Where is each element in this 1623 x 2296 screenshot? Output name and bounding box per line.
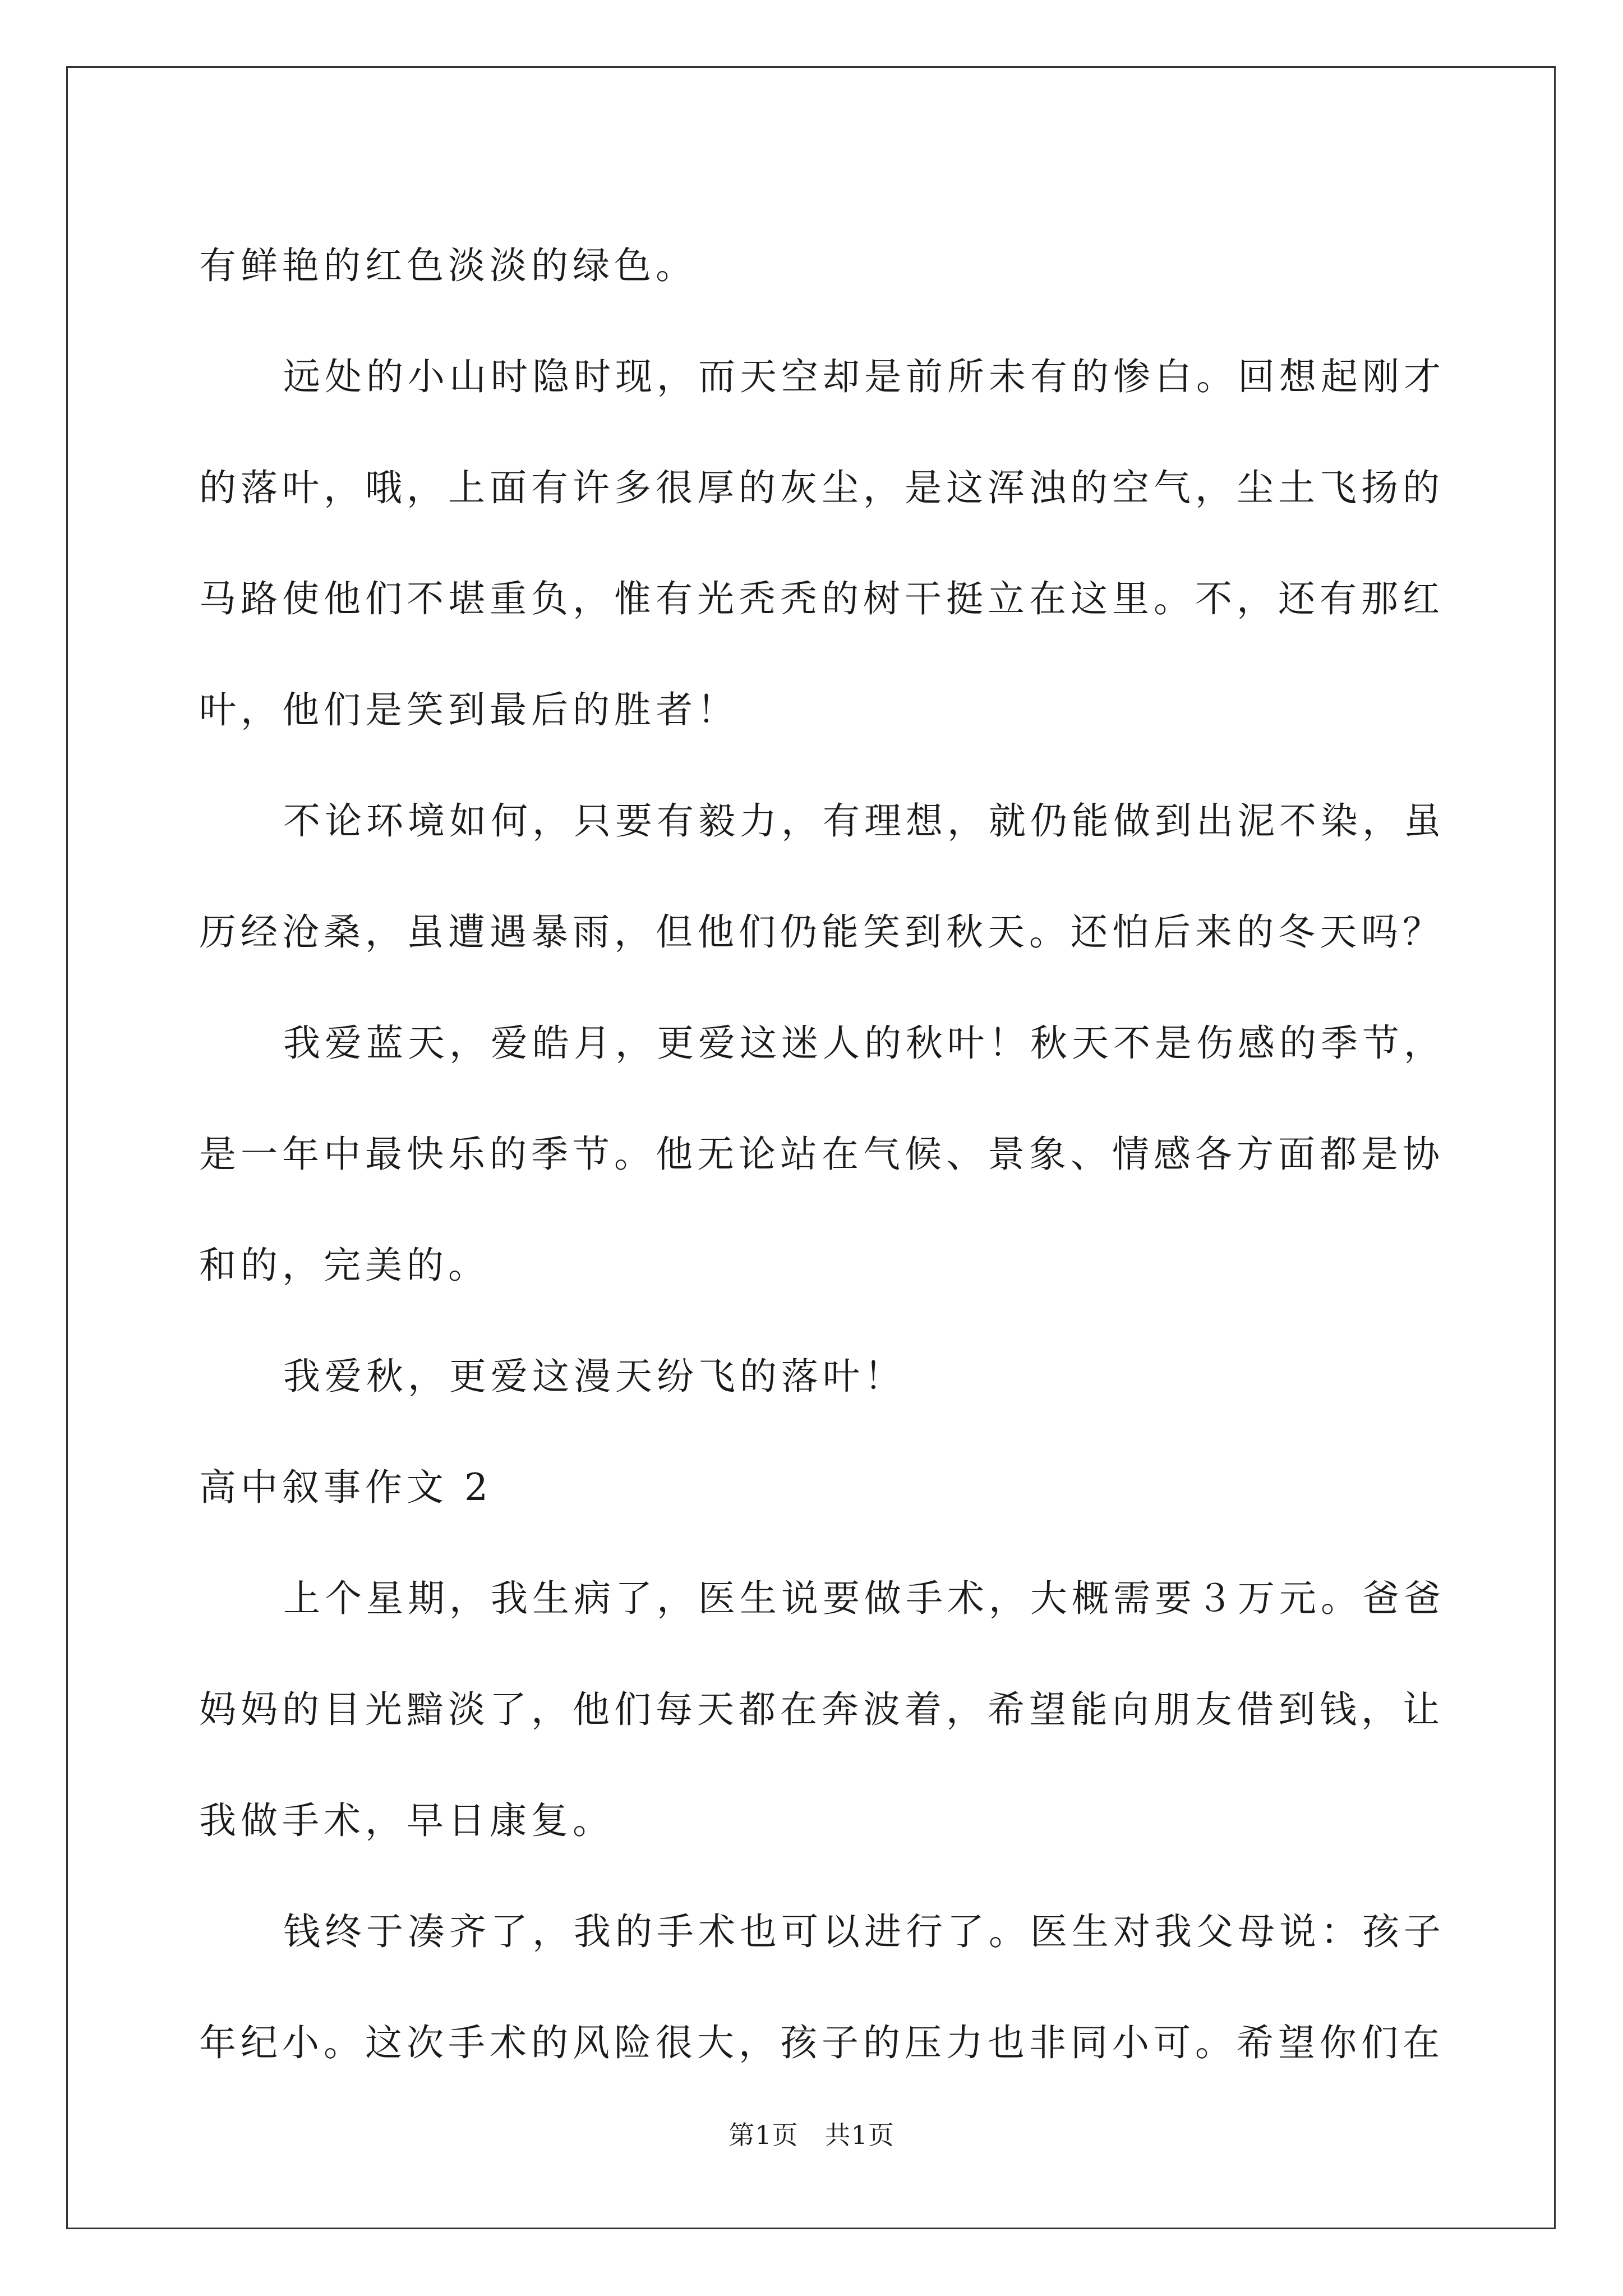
text-line: 我爱秋，更爱这漫天纷飞的落叶！	[283, 1355, 906, 1398]
text-line: 年纪小。这次手术的风险很大，孩子的压力也非同小可。希望你们在	[199, 2021, 1444, 2064]
section-heading: 高中叙事作文 2	[199, 1466, 492, 1509]
text-line: 叶，他们是笑到最后的胜者！	[199, 688, 739, 731]
text-line: 钱终于凑齐了，我的手术也可以进行了。医生对我父母说：孩子	[283, 1910, 1445, 1953]
page-footer: 第1页 共1页	[728, 2120, 895, 2150]
text-line: 和的，完美的。	[199, 1244, 490, 1287]
text-line: 的落叶，哦，上面有许多很厚的灰尘，是这浑浊的空气，尘土飞扬的	[199, 466, 1444, 509]
text-line: 我爱蓝天，爱皓月，更爱这迷人的秋叶！秋天不是伤感的季节，	[283, 1022, 1445, 1065]
text-line: 马路使他们不堪重负，惟有光秃秃的树干挺立在这里。不，还有那红	[199, 577, 1444, 620]
document-body	[199, 210, 1445, 2099]
text-line: 是一年中最快乐的季节。他无论站在气候、景象、情感各方面都是协	[199, 1133, 1444, 1176]
text-line: 妈妈的目光黯淡了，他们每天都在奔波着，希望能向朋友借到钱，让	[199, 1688, 1444, 1731]
text-line: 我做手术，早日康复。	[199, 1799, 614, 1842]
text-line: 远处的小山时隐时现，而天空却是前所未有的惨白。回想起刚才	[283, 355, 1445, 398]
text-line: 历经沧桑，虽遭遇暴雨，但他们仍能笑到秋天。还怕后来的冬天吗？	[199, 910, 1444, 954]
text-line: 上个星期，我生病了，医生说要做手术，大概需要３万元。爸爸	[283, 1577, 1445, 1620]
text-line: 有鲜艳的红色淡淡的绿色。	[199, 244, 697, 287]
text-line: 不论环境如何，只要有毅力，有理想，就仍能做到出泥不染，虽	[283, 799, 1445, 843]
